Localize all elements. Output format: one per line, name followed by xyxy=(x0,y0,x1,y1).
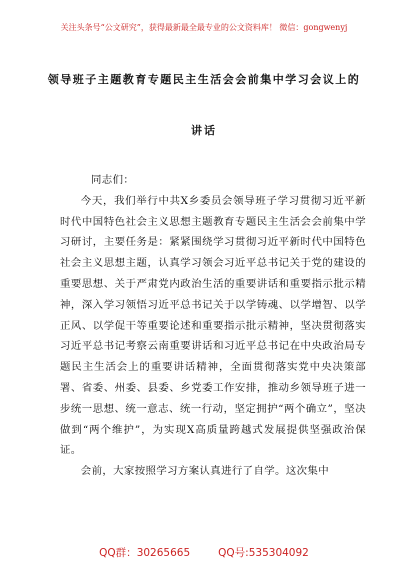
qq-number-label: QQ号: xyxy=(218,547,249,559)
document-body xyxy=(60,170,366,482)
greeting: 同志们： xyxy=(91,174,135,186)
document-title: 领导班子主题教育专题民主生活会会前集中学习会议上的 xyxy=(47,73,361,86)
header-banner: 关注头条号“公文研究”，获得最新最全最专业的公文资料库！ 微信：gongwenyj xyxy=(60,23,348,32)
qq-group-number: 30265665 xyxy=(136,547,191,559)
qq-number: 535304092 xyxy=(248,547,309,559)
body-paragraph: 今天，我们举行中共X乡委员会领导班子学习贯彻习近平新时代中国特色社会主义思想主题教育专题民主生活会会前集中学习研讨，主要任务是：紧紧围绕学习贯彻习近平新时代中国特色社会主义思想主题，认真学习领会习近平总书记关于党的建设的重要思想、关于严肃党内政治生活的重要讲话和重要指示批示精神，深入学习领悟习近平总书记关于以学铸魂、以学增智、以学正风、以学促干等重要论述和重要指示批示精神，坚决贯彻落实习近平总书记考察云南重要讲话和习近平总书记在中央政治局专题民主生活会上的重要讲话精神，全面贯彻落实党中央决策部署、省委、州委、县委、乡党委工作安排，推动乡领导班子进一步统一思想、统一意志、统一行动，坚定拥护“两个确立”，坚决做到“两个维护”，为实现X高质量跨越式发展提供坚强政治保证。 xyxy=(60,194,366,457)
document-subtitle: 讲话 xyxy=(191,124,217,137)
footer-contact xyxy=(0,545,408,560)
body-paragraph: 会前，大家按照学习方案认真进行了自学。这次集中 xyxy=(80,465,329,478)
qq-group-label: QQ群： xyxy=(99,547,137,559)
